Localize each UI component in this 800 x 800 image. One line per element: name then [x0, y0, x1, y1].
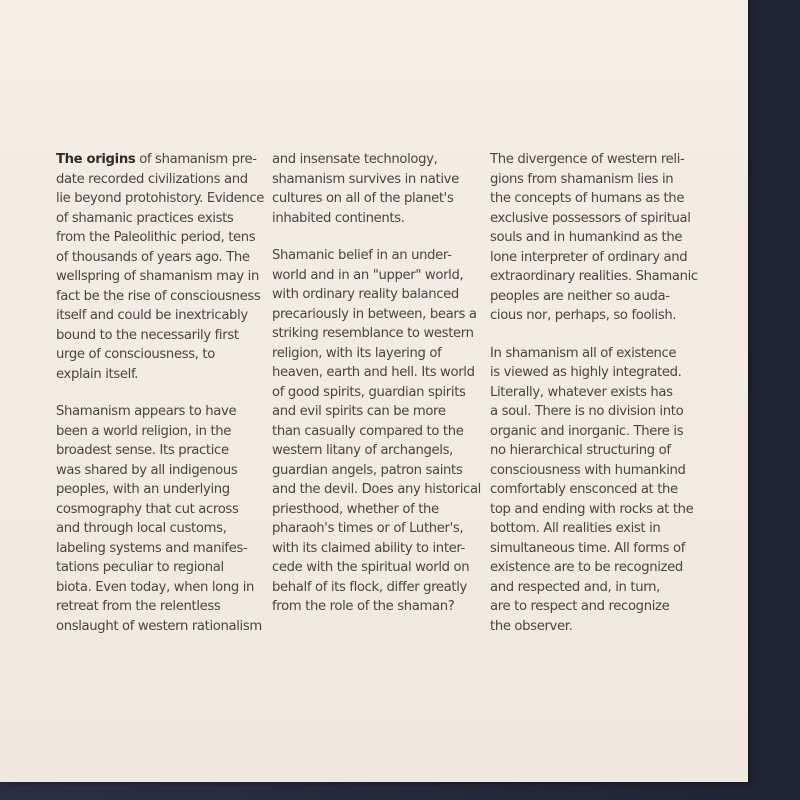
paragraph-line: tations peculiar to regional: [56, 560, 224, 575]
paragraph: [56, 402, 268, 636]
paragraph-line: priesthood, whether of the: [272, 501, 439, 517]
paragraph-line: cious nor, perhaps, so foolish.: [490, 308, 677, 323]
paragraph-line: a soul. There is no division into: [490, 404, 684, 419]
paragraph-line: labeling systems and manifes-: [56, 540, 248, 556]
paragraph-line: than casually compared to the: [272, 423, 464, 439]
paragraph-line: simultaneous time. All forms of: [490, 540, 686, 556]
paragraph-line: cede with the spiritual world on: [272, 560, 470, 575]
paragraph-line: of thousands of years ago. The: [56, 249, 250, 265]
paragraph-line: Shamanism appears to have: [56, 404, 237, 419]
paragraph-line: precariously in between, bears a: [272, 306, 477, 322]
paragraph: [490, 150, 712, 326]
paragraph-line: of good spirits, guardian spirits: [272, 384, 466, 400]
paragraph-line: the observer.: [490, 618, 573, 634]
paragraph-line: lone interpreter of ordinary and: [490, 249, 688, 265]
paragraph-line: onslaught of western rationalism: [56, 618, 262, 634]
paragraph-line: In shamanism all of existence: [490, 345, 677, 361]
paragraph-line: with ordinary reality balanced: [272, 287, 459, 302]
paragraph-line: organic and inorganic. There is: [490, 423, 684, 439]
paragraph-line: from the role of the shaman?: [272, 599, 455, 614]
text-column-2: [272, 150, 484, 635]
paragraph-line: religion, with its layering of: [272, 345, 442, 361]
paragraph-line: biota. Even today, when long in: [56, 579, 255, 595]
paragraph-line: striking resemblance to western: [272, 326, 474, 341]
paragraph: [272, 150, 484, 228]
paragraph-line: comfortably ensconced at the: [490, 482, 678, 497]
paragraph-line: and evil spirits can be more: [272, 404, 446, 419]
text-column-3: [490, 150, 712, 654]
paragraph-line: date recorded civilizations and: [56, 171, 248, 187]
paragraph-line: with its claimed ability to inter-: [272, 540, 466, 556]
paragraph-line: and insensate technology,: [272, 152, 438, 167]
paragraph-line: consciousness with humankind: [490, 462, 686, 478]
text-column-1: [56, 150, 268, 654]
paragraph-line: inhabited continents.: [272, 210, 405, 226]
paragraph-line: bottom. All realities exist in: [490, 521, 661, 536]
paragraph-line: behalf of its flock, differ greatly: [272, 579, 468, 595]
paragraph-line: The divergence of western reli-: [490, 152, 685, 167]
paragraph-line: guardian angels, patron saints: [272, 462, 463, 478]
paragraph-line: is viewed as highly integrated.: [490, 365, 682, 380]
paragraph-line: heaven, earth and hell. Its world: [272, 365, 475, 380]
paragraph-line: peoples, with an underlying: [56, 482, 230, 497]
lead-in-bold: The origins: [56, 152, 136, 167]
paragraph-line: existence are to be recognized: [490, 560, 683, 575]
paragraph-line: from the Paleolithic period, tens: [56, 230, 256, 245]
paragraph-line: gions from shamanism lies in: [490, 171, 674, 187]
paragraph-line: cosmography that cut across: [56, 501, 239, 517]
paragraph-line: bound to the necessarily first: [56, 327, 239, 343]
paragraph-line: Literally, whatever exists has: [490, 384, 673, 400]
paragraph-line: no hierarchical structuring of: [490, 443, 671, 458]
paragraph-line: world and in an "upper" world,: [272, 267, 464, 283]
paragraph-line: extraordinary realities. Shamanic: [490, 269, 698, 284]
paragraph-line: broadest sense. Its practice: [56, 443, 229, 458]
paragraph-line: souls and in humankind as the: [490, 230, 683, 245]
paragraph-line: are to respect and recognize: [490, 599, 670, 614]
paragraph-line: wellspring of shamanism may in: [56, 269, 259, 284]
paragraph-line: cultures on all of the planet's: [272, 191, 454, 206]
paragraph-line: explain itself.: [56, 366, 139, 382]
paragraph-line: urge of consciousness, to: [56, 347, 215, 362]
paragraph-line: retreat from the relentless: [56, 599, 221, 614]
paragraph: [56, 150, 268, 384]
paragraph: [272, 246, 484, 617]
paragraph-line: shamanism survives in native: [272, 171, 459, 187]
paragraph-line: lie beyond protohistory. Evidence: [56, 191, 265, 206]
paragraph-line: of shamanic practices exists: [56, 210, 234, 226]
paragraph-line: Shamanic belief in an under-: [272, 248, 452, 263]
paragraph-line: western litany of archangels,: [272, 443, 453, 458]
paragraph-line: top and ending with rocks at the: [490, 501, 694, 517]
paragraph-line: and the devil. Does any historical: [272, 482, 481, 497]
paragraph-line: of shamanism pre-: [135, 152, 257, 167]
paragraph-line: peoples are neither so auda-: [490, 288, 670, 304]
paragraph-line: was shared by all indigenous: [56, 462, 238, 478]
paragraph-line: been a world religion, in the: [56, 423, 232, 439]
paragraph: [490, 344, 712, 637]
paragraph-line: pharaoh's times or of Luther's,: [272, 521, 464, 536]
paragraph-line: exclusive possessors of spiritual: [490, 210, 691, 226]
paragraph-line: fact be the rise of consciousness: [56, 288, 261, 304]
paragraph-line: and respected and, in turn,: [490, 579, 660, 595]
paragraph-line: itself and could be inextricably: [56, 308, 248, 323]
paragraph-line: the concepts of humans as the: [490, 191, 685, 206]
paragraph-line: and through local customs,: [56, 521, 227, 536]
